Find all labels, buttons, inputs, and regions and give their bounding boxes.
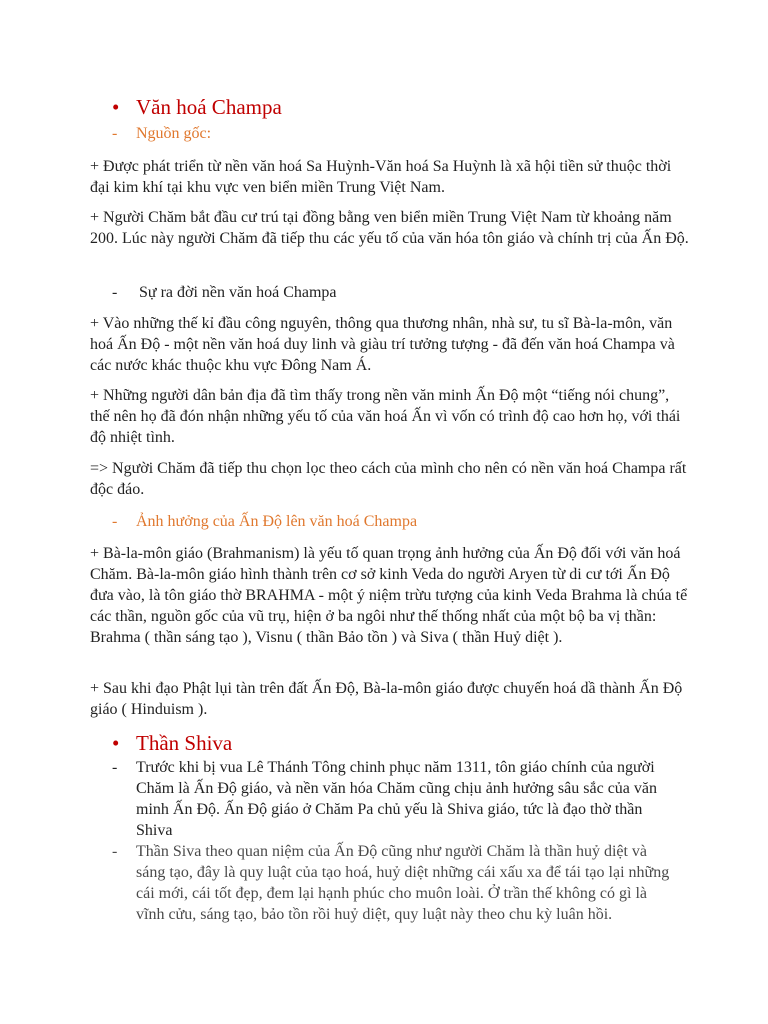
paragraph-2: + Người Chăm bắt đầu cư trú tại đồng bằng ven biển miền Trung Việt Nam từ khoảng năm 200. Lúc này người Chăm đã tiếp thu các yếu tố của văn hóa tôn giáo và chính trị của Ấn Độ. bbox=[90, 209, 689, 247]
subheading-text: Sự ra đời nền văn hoá Champa bbox=[139, 284, 337, 301]
list-item-2 bbox=[112, 841, 672, 925]
dash-marker: - bbox=[112, 284, 118, 301]
paragraph-6: + Bà-la-môn giáo (Brahmanism) là yếu tố quan trọng ảnh hưởng của Ấn Độ đối với văn hoá Chăm. Bà-la-môn giáo hình thành trên cơ sở kinh Veda do người Aryen từ di cư tới Ấn Độ đưa vào, là tôn giáo thờ BRAHMA - một ý niệm trừu tượng của kinh Veda Brahma là chúa tể các thần, nguồn gốc của vũ trụ, hiện ở ba ngôi như thế thống nhất của một bộ ba vị thần: Brahma ( thần sáng tạo ), Visnu ( thần Bảo tồn ) và Siva ( thần Huỷ diệt ). bbox=[90, 545, 688, 646]
subheading-text: Nguồn gốc: bbox=[136, 125, 212, 142]
paragraph-7: + Sau khi đạo Phật lụi tàn trên đất Ấn Độ, Bà-la-môn giáo được chuyến hoá dầ thành Ấn Độ giáo ( Hinduism ). bbox=[90, 680, 683, 718]
bullet-icon: • bbox=[112, 731, 120, 755]
dash-marker: - bbox=[112, 513, 118, 530]
dash-marker: - bbox=[112, 125, 118, 142]
list-item-1 bbox=[112, 757, 672, 841]
paragraph-3: + Vào những thế kỉ đầu công nguyên, thông qua thương nhân, nhà sư, tu sĩ Bà-la-môn, văn hoá Ấn Độ - một nền văn hoá duy linh và giàu trí tưởng tượng - đã đến văn hoá Champa và các nước khác thuộc khu vực Đông Nam Á. bbox=[90, 315, 675, 374]
heading-text: Thần Shiva bbox=[136, 731, 233, 755]
list-item-text: Trước khi bị vua Lê Thánh Tông chinh phục năm 1311, tôn giáo chính của người Chăm là Ấn Độ giáo, và nền văn hóa Chăm cũng chịu ảnh hưởng sâu sắc của văn minh Ấn Độ. Ấn Độ giáo ở Chăm Pa chủ yếu là Shiva giáo, tức là đạo thờ thần Shiva bbox=[136, 759, 657, 839]
paragraph-5: => Người Chăm đã tiếp thu chọn lọc theo cách của mình cho nên có nền văn hoá Champa rất độc đáo. bbox=[90, 460, 687, 498]
paragraph-4: + Những người dân bản địa đã tìm thấy trong nền văn minh Ấn Độ một “tiếng nói chung”, thế nên họ đã đón nhận những yếu tố của văn hoá Ấn vì vốn có trình độ cao hơn họ, với thái độ nhiệt tình. bbox=[90, 387, 681, 446]
heading-text: Văn hoá Champa bbox=[136, 95, 282, 119]
dash-marker: - bbox=[112, 759, 118, 776]
bullet-icon: • bbox=[112, 95, 120, 119]
dash-marker: - bbox=[112, 843, 118, 860]
list-item-text: Thần Siva theo quan niệm của Ấn Độ cũng như người Chăm là thần huỷ diệt và sáng tạo, đây là quy luật của tạo hoá, huỷ diệt những cái xấu xa để tái tạo lại những cái mới, cái tốt đẹp, đem lại hạnh phúc cho muôn loài. Ở trần thế không có gì là vĩnh cửu, sáng tạo, bảo tồn rồi huỷ diệt, quy luật này theo chu kỳ luân hồi. bbox=[136, 843, 670, 923]
subheading-text: Ảnh hưởng của Ấn Độ lên văn hoá Champa bbox=[136, 513, 418, 530]
paragraph-1: + Được phát triển từ nền văn hoá Sa Huỳnh-Văn hoá Sa Huỳnh là xã hội tiền sử thuộc thời đại kim khí tại khu vực ven biển miền Trung Việt Nam. bbox=[90, 158, 672, 196]
